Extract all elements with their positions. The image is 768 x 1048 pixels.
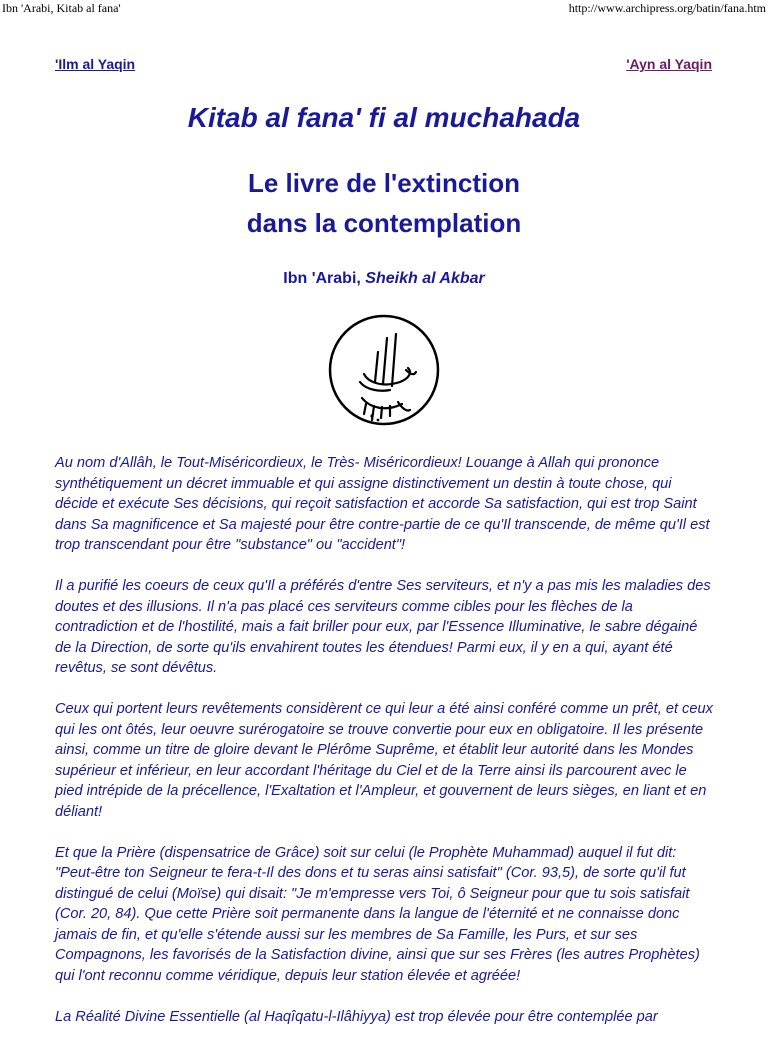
prev-page-link[interactable]: 'Ilm al Yaqin bbox=[55, 56, 136, 72]
paragraph-3: Ceux qui portent leurs revêtements considèrent ce qui leur a été ainsi conféré comme un prêt, et ceux qui les ont ôtés, leur oeuvre surérogatoire se trouve convertie pour eux en obligatoire. Il les présente ainsi, comme un titre de gloire devant le Plérôme Suprême, et établit leur autorité dans les Mondes supérieur et inférieur, en leur accordant l'héritage du Ciel et de la Terre ainsi ils parcourent avec le pied intrépide de la précellence, l'Exaltation et l'Ampleur, et gouvernent de leurs sièges, en liant et en déliant! bbox=[55, 701, 713, 820]
print-header bbox=[0, 0, 768, 18]
print-header-url: http://www.archipress.org/batin/fana.htm bbox=[568, 1, 766, 15]
subtitle-line-1: Le livre de l'extinction bbox=[247, 168, 521, 198]
author-name: Ibn 'Arabi, bbox=[283, 270, 361, 287]
paragraph-5: La Réalité Divine Essentielle (al Haqîqatu-l-Ilâhiyya) est trop élevée pour être contemplée par bbox=[55, 1008, 658, 1025]
next-page-link[interactable]: 'Ayn al Yaqin bbox=[626, 56, 712, 72]
author-line bbox=[0, 270, 768, 288]
main-text bbox=[55, 453, 715, 1048]
paragraph-2: Il a purifié les coeurs de ceux qu'Il a préférés d'entre Ses serviteurs, et n'y a pas mis les maladies des doutes et des illusions. Il n'a pas placé ces serviteurs comme cibles pour les flèches de la contradiction et de l'hostilité, mais a fait briller pour eux, par l'Essence Illuminative, le sabre dégainé de la Direction, de sorte qu'ils envahirent toutes les étendues! Parmi eux, il y en a qui, ayant été revêtus, se sont dévêtus. bbox=[55, 578, 711, 676]
subtitle-line-2: dans la contemplation bbox=[246, 208, 522, 238]
print-header-title: Ibn 'Arabi, Kitab al fana' bbox=[2, 1, 121, 15]
bismillah-calligraphy-icon bbox=[326, 312, 446, 432]
paragraph-4: Et que la Prière (dispensatrice de Grâce) soit sur celui (le Prophète Muhammad) auquel il fut dit: "Peut-être ton Seigneur te fera-t-Il des dons et tu seras ainsi satisfait" (Cor. 93,5), de sorte qu'il fut distingué de celui (Moïse) qui disait: "Je m'empresse vers Toi, ô Seigneur pour que tu sois satisfait (Cor. 20, 84). Que cette Prière soit permanente dans la langue de l'éternité et ne connaisse donc jamais de fin, et qu'elle s'étende aussi sur les membres de Sa Famille, les Purs, et sur ses Compagnons, les favorisés de la Satisfaction divine, ainsi que sur ses Frères (les autres Prophètes) qui l'ont reconnu comme véridique, depuis leur station élevée et agréée! bbox=[55, 844, 700, 984]
author-epithet: Sheikh al Akbar bbox=[365, 270, 485, 287]
page-title: Kitab al fana' fi al muchahada bbox=[187, 102, 581, 133]
paragraph-1: Au nom d'Allâh, le Tout-Miséricordieux, le Très- Miséricordieux! Louange à Allah qui prononce synthétiquement un décret immuable et qui assigne distinctivement un destin à toute chose, qui décide et exécute Ses décisions, qui reçoit satisfaction et accorde Sa satisfaction, qui est trop Saint dans Sa magnificence et Sa majesté pour être contre-partie de ce qu'Il transcende, de même qu'Il est trop transcendant pour être "substance" ou "accident"! bbox=[55, 455, 710, 553]
